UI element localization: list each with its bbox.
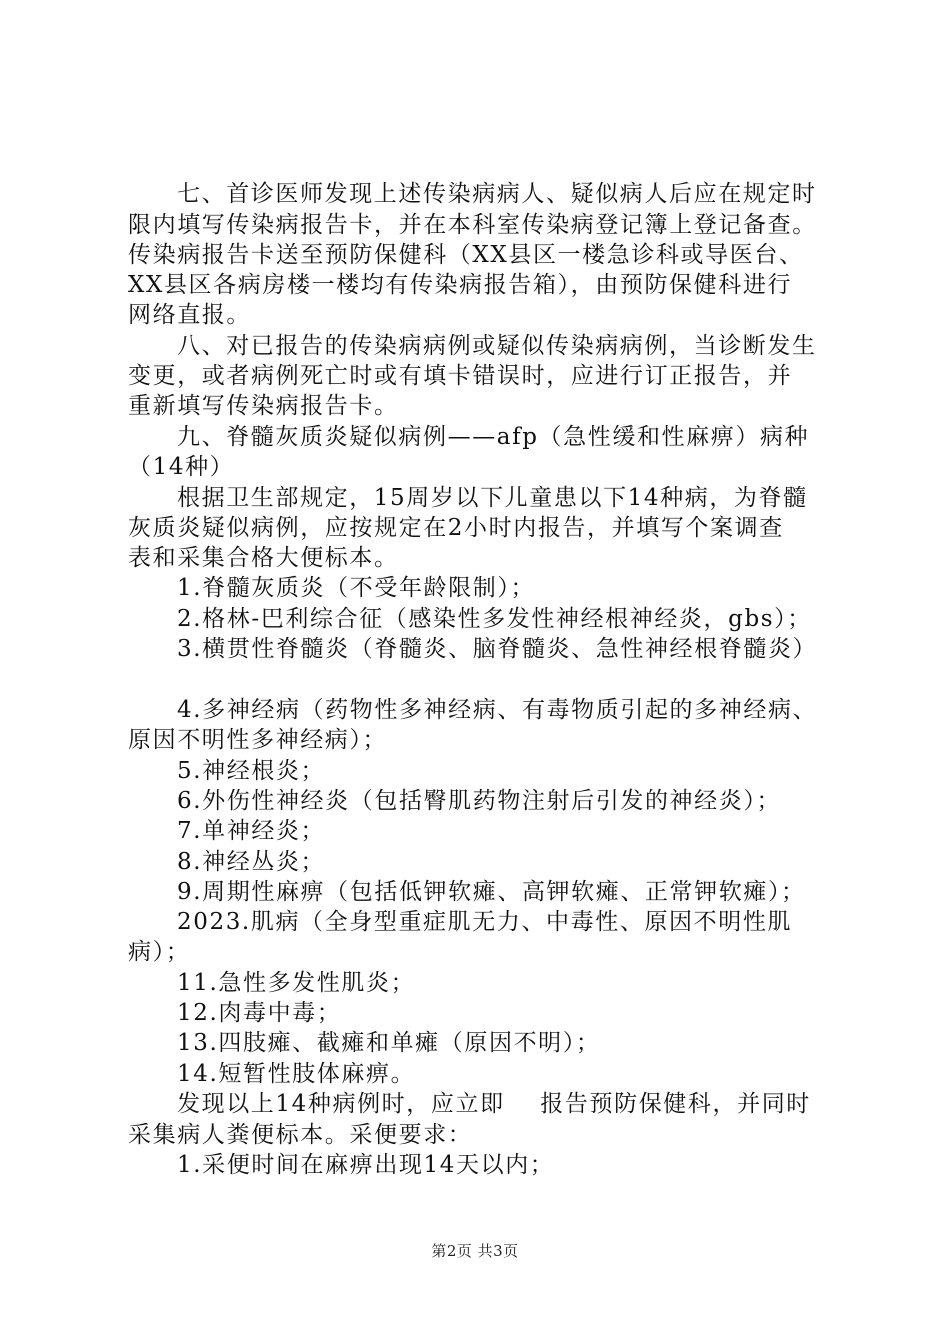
text-line: 8.神经丛炎； (177, 849, 326, 875)
text-line: 表和采集合格大便标本。 (128, 545, 399, 571)
text-line: 重新填写传染病报告卡。 (128, 393, 399, 419)
text-line: 原因不明性多神经病）； (128, 727, 388, 753)
page-number-footer: 第2页 共3页 (431, 1242, 519, 1260)
text-line: 1.采便时间在麻痹出现14天以内； (177, 1152, 555, 1178)
text-line: 6.外伤性神经炎（包括臀肌药物注射后引发的神经炎）； (177, 788, 782, 814)
text-line: 11.急性多发性肌炎； (177, 970, 416, 996)
text-line: 5.神经根炎； (177, 758, 326, 784)
text-line: 采集病人粪便标本。采便要求： (128, 1122, 473, 1148)
text-line: 4.多神经病（药物性多神经病、有毒物质引起的多神经病、 (177, 697, 818, 723)
text-line: 3.横贯性脊髓炎（脊髓炎、脑脊髓炎、急性神经根脊髓炎） (177, 636, 818, 662)
text-line: 7.单神经炎； (177, 818, 326, 844)
text-line: 9.周期性麻痹（包括低钾软瘫、高钾软瘫、正常钾软瘫）； (177, 879, 806, 905)
text-line: 七、首诊医师发现上述传染病病人、疑似病人后应在规定时 (177, 181, 817, 207)
text-line: 网络直报。 (128, 302, 251, 328)
text-line: 13.四肢瘫、截瘫和单瘫（原因不明）； (177, 1030, 601, 1056)
text-line: 九、脊髓灰质炎疑似病例——afp（急性缓和性麻痹）病种 (177, 424, 810, 450)
text-line: 12.肉毒中毒； (177, 1000, 342, 1026)
text-line: 14.短暂性肢体麻痹。 (177, 1061, 416, 1087)
text-line: 灰质炎疑似病例，应按规定在2小时内报告，并填写个案调查 (128, 515, 784, 541)
text-line: XX县区各病房楼一楼均有传染病报告箱），由预防保健科进行 (128, 272, 793, 298)
text-line: 发现以上14种病例时，应立即 报告预防保健科，并同时 (177, 1091, 811, 1117)
text-line: 2023.肌病（全身型重症肌无力、中毒性、原因不明性肌 (177, 909, 793, 935)
text-line: 2.格林-巴利综合征（感染性多发性神经根神经炎，gbs）； (177, 606, 812, 632)
text-line: 病）； (128, 939, 191, 965)
text-line: 传染病报告卡送至预防保健科（XX县区一楼急诊科或导医台、 (128, 242, 804, 268)
text-line: 1.脊髓灰质炎（不受年龄限制）； (177, 575, 536, 601)
text-line: 限内填写传染病报告卡，并在本科室传染病登记簿上登记备查。 (128, 212, 817, 238)
text-line: 根据卫生部规定，15周岁以下儿童患以下14种病，为脊髓 (177, 485, 808, 511)
text-line: 八、对已报告的传染病病例或疑似传染病病例，当诊断发生 (177, 333, 817, 359)
text-line: （14种） (128, 454, 235, 480)
text-line: 变更，或者病例死亡时或有填卡错误时，应进行订正报告，并 (128, 363, 793, 389)
